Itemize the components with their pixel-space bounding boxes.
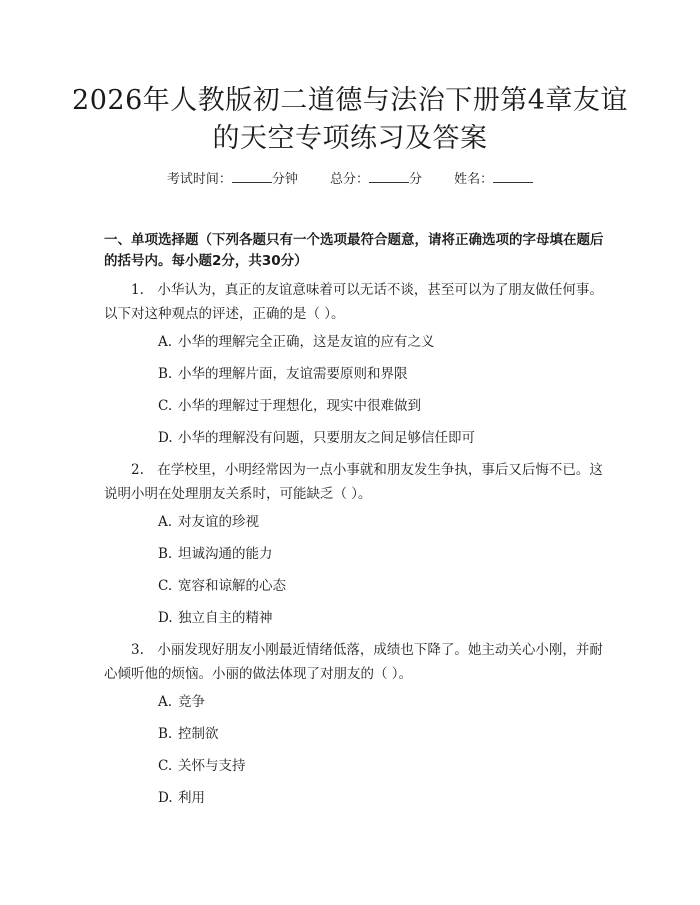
option-letter: C. (158, 398, 173, 414)
section-heading: 一、单项选择题（下列各题只有一个选项最符合题意，请将正确选项的字母填在题后的括号内。每小题2分，共30分） (104, 232, 604, 269)
option-letter: D. (158, 790, 173, 806)
question-3-option-d (158, 788, 205, 808)
option-letter: B. (158, 366, 173, 382)
document-title: 2026年人教版初二道德与法治下册第4章友谊的天空专项练习及答案 (72, 85, 628, 154)
option-text: 独立自主的精神 (178, 610, 273, 626)
question-1-option-c (158, 396, 421, 416)
exam-time-field (167, 170, 298, 189)
total-score-blank (369, 170, 409, 183)
option-letter: D. (158, 430, 173, 446)
question-2-option-a (158, 512, 259, 532)
option-letter: A. (158, 334, 173, 350)
option-letter: A. (158, 514, 173, 530)
option-text: 对友谊的珍视 (178, 514, 259, 530)
total-score-field (330, 170, 422, 189)
question-2-option-c (158, 576, 286, 596)
exam-time-label: 考试时间： (166, 172, 232, 187)
name-label: 姓名： (454, 172, 494, 187)
option-letter: B. (158, 546, 173, 562)
option-letter: C. (158, 758, 173, 774)
question-2-option-d (158, 608, 273, 628)
option-letter: D. (158, 610, 173, 626)
option-text: 小华的理解片面，友谊需要原则和界限 (178, 366, 408, 382)
option-letter: B. (158, 726, 173, 742)
option-text: 关怀与支持 (178, 758, 246, 774)
question-1-option-a (158, 332, 435, 352)
option-letter: A. (158, 694, 173, 710)
option-text: 竞争 (178, 694, 205, 710)
total-score-unit: 分 (409, 172, 423, 187)
option-text: 利用 (178, 790, 205, 806)
question-1-option-b (158, 364, 408, 384)
option-text: 小华的理解完全正确，这是友谊的应有之义 (178, 334, 435, 350)
name-blank (493, 170, 533, 183)
total-score-label: 总分： (329, 172, 369, 187)
question-3-option-b (158, 724, 219, 744)
question-1-option-d (158, 428, 475, 448)
name-field (454, 170, 533, 189)
question-3: 3. 小丽发现好朋友小刚最近情绪低落，成绩也下降了。她主动关心小刚，并耐心倾听他的烦恼。小丽的做法体现了对朋友的（ ）。 (104, 642, 603, 682)
option-text: 小华的理解没有问题，只要朋友之间足够信任即可 (178, 430, 475, 446)
exam-time-unit: 分钟 (271, 172, 298, 187)
option-text: 坦诚沟通的能力 (178, 546, 273, 562)
option-letter: C. (158, 578, 173, 594)
question-3-option-a (158, 692, 205, 712)
question-1: 1. 小华认为，真正的友谊意味着可以无话不谈，甚至可以为了朋友做任何事。以下对这种观点的评述，正确的是（ ）。 (104, 282, 603, 322)
exam-time-blank (232, 170, 272, 183)
question-2-option-b (158, 544, 273, 564)
option-text: 小华的理解过于理想化，现实中很难做到 (178, 398, 421, 414)
question-2: 2. 在学校里，小明经常因为一点小事就和朋友发生争执，事后又后悔不已。这说明小明在处理朋友关系时，可能缺乏（ ）。 (104, 462, 603, 502)
question-3-option-c (158, 756, 246, 776)
exam-info-line (0, 170, 700, 189)
option-text: 宽容和谅解的心态 (178, 578, 286, 594)
option-text: 控制欲 (178, 726, 219, 742)
